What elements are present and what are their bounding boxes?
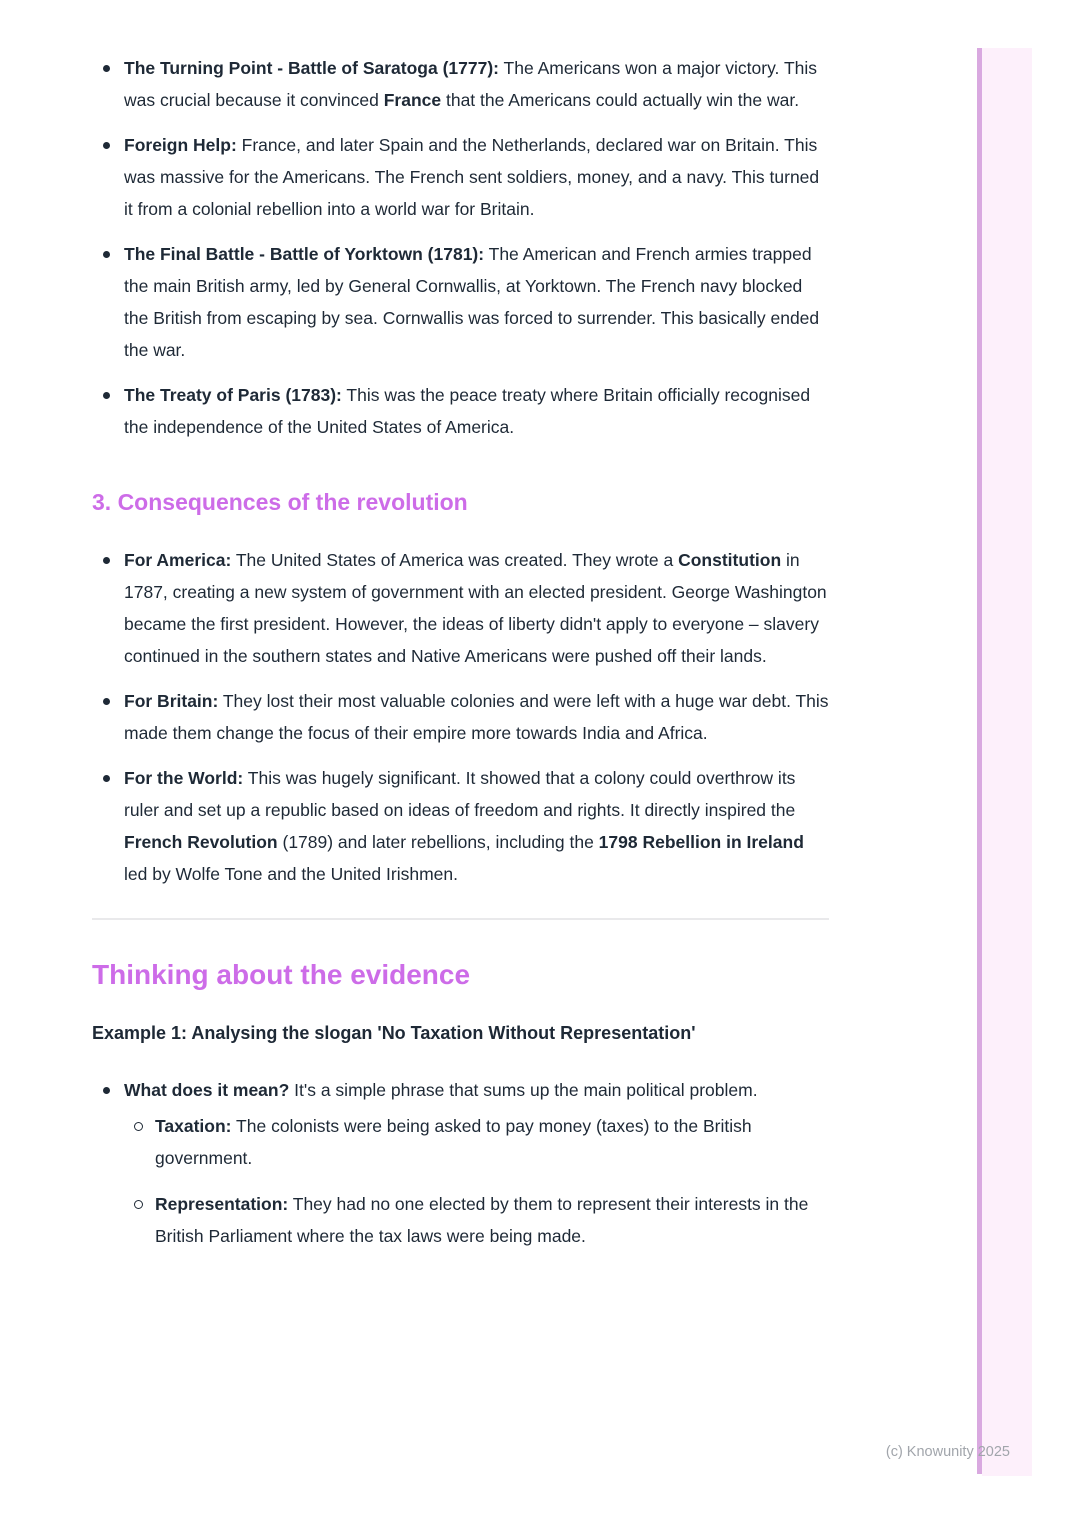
list-item-text: The Treaty of Paris (1783): This was the peace treaty where Britain officially recognised the independence of the United States of America. <box>124 385 811 437</box>
section-divider <box>92 918 829 920</box>
page-accent-panel <box>982 48 1032 1476</box>
section-heading-consequences: 3. Consequences of the revolution <box>92 489 468 515</box>
page-accent-line <box>977 48 982 1474</box>
list-item-text: The Final Battle - Battle of Yorktown (1781): The American and French armies trapped the main British army, led by General Cornwallis, at Yorktown. The French navy blocked the British from escaping by sea. Cornwallis was forced to surrender. This basically ended the war. <box>124 244 820 360</box>
hollow-circle-icon <box>134 1200 143 1209</box>
bullet-dot-icon <box>103 775 110 782</box>
sub-list-item <box>124 1188 829 1252</box>
list-item-body <box>124 1074 829 1252</box>
bullet-dot-icon <box>103 392 110 399</box>
bullet-marker <box>92 52 124 116</box>
bullet-marker <box>92 762 124 890</box>
bullet-marker <box>92 379 124 443</box>
bullet-marker <box>92 1074 124 1252</box>
bullet-dot-icon <box>103 557 110 564</box>
list-item <box>92 1074 829 1252</box>
bullet-dot-icon <box>103 65 110 72</box>
bullet-marker <box>92 544 124 672</box>
sub-bullet-marker <box>124 1188 155 1252</box>
page-section-title-evidence: Thinking about the evidence <box>92 959 471 990</box>
bullet-dot-icon <box>103 698 110 705</box>
document-content <box>92 52 829 1252</box>
bullet-marker <box>92 238 124 366</box>
bullet-marker <box>92 129 124 225</box>
sub-list-item-text: Taxation: The colonists were being asked to pay money (taxes) to the British government. <box>155 1116 752 1168</box>
evidence-list <box>92 1074 829 1252</box>
example-title: Example 1: Analysing the slogan 'No Taxation Without Representation' <box>92 1023 696 1043</box>
list-item <box>92 685 829 749</box>
bullet-dot-icon <box>103 142 110 149</box>
hollow-circle-icon <box>134 1122 143 1131</box>
list-item-text: For America: The United States of America was created. They wrote a Constitution in 1787, creating a new system of government with an elected president. George Washington became the first president. However, the ideas of liberty didn't apply to everyone – slavery continued in the southern states and Native Americans were pushed off their lands. <box>124 550 827 666</box>
list-item <box>92 544 829 672</box>
list-item <box>92 762 829 890</box>
list-item-text: For the World: This was hugely significant. It showed that a colony could overthrow its ruler and set up a republic based on ideas of freedom and rights. It directly inspired the French Revolution (1789) and later rebellions, including the 1798 Rebellion in Ireland led by Wolfe Tone and the United Irishmen. <box>124 768 804 884</box>
list-item-text: The Turning Point - Battle of Saratoga (1777): The Americans won a major victory. This was crucial because it convinced France that the Americans could actually win the war. <box>124 58 818 110</box>
list-item <box>92 129 829 225</box>
footer-copyright: (c) Knowunity 2025 <box>885 1444 1010 1460</box>
sub-list-item <box>124 1110 829 1174</box>
war-events-list <box>92 52 829 443</box>
list-item <box>92 238 829 366</box>
list-item-text: For Britain: They lost their most valuable colonies and were left with a huge war debt. This made them change the focus of their empire more towards India and Africa. <box>124 691 829 743</box>
sub-bullet-marker <box>124 1110 155 1174</box>
list-item <box>92 379 829 443</box>
bullet-dot-icon <box>103 1087 110 1094</box>
bullet-dot-icon <box>103 251 110 258</box>
list-item <box>92 52 829 116</box>
list-item-text: What does it mean? It's a simple phrase that sums up the main political problem. <box>124 1080 758 1100</box>
bullet-marker <box>92 685 124 749</box>
consequences-list <box>92 544 829 890</box>
evidence-sub-list <box>124 1110 829 1252</box>
sub-list-item-text: Representation: They had no one elected by them to represent their interests in the British Parliament where the tax laws were being made. <box>155 1194 809 1246</box>
list-item-text: Foreign Help: France, and later Spain and the Netherlands, declared war on Britain. This was massive for the Americans. The French sent soldiers, money, and a navy. This turned it from a colonial rebellion into a world war for Britain. <box>124 135 820 219</box>
